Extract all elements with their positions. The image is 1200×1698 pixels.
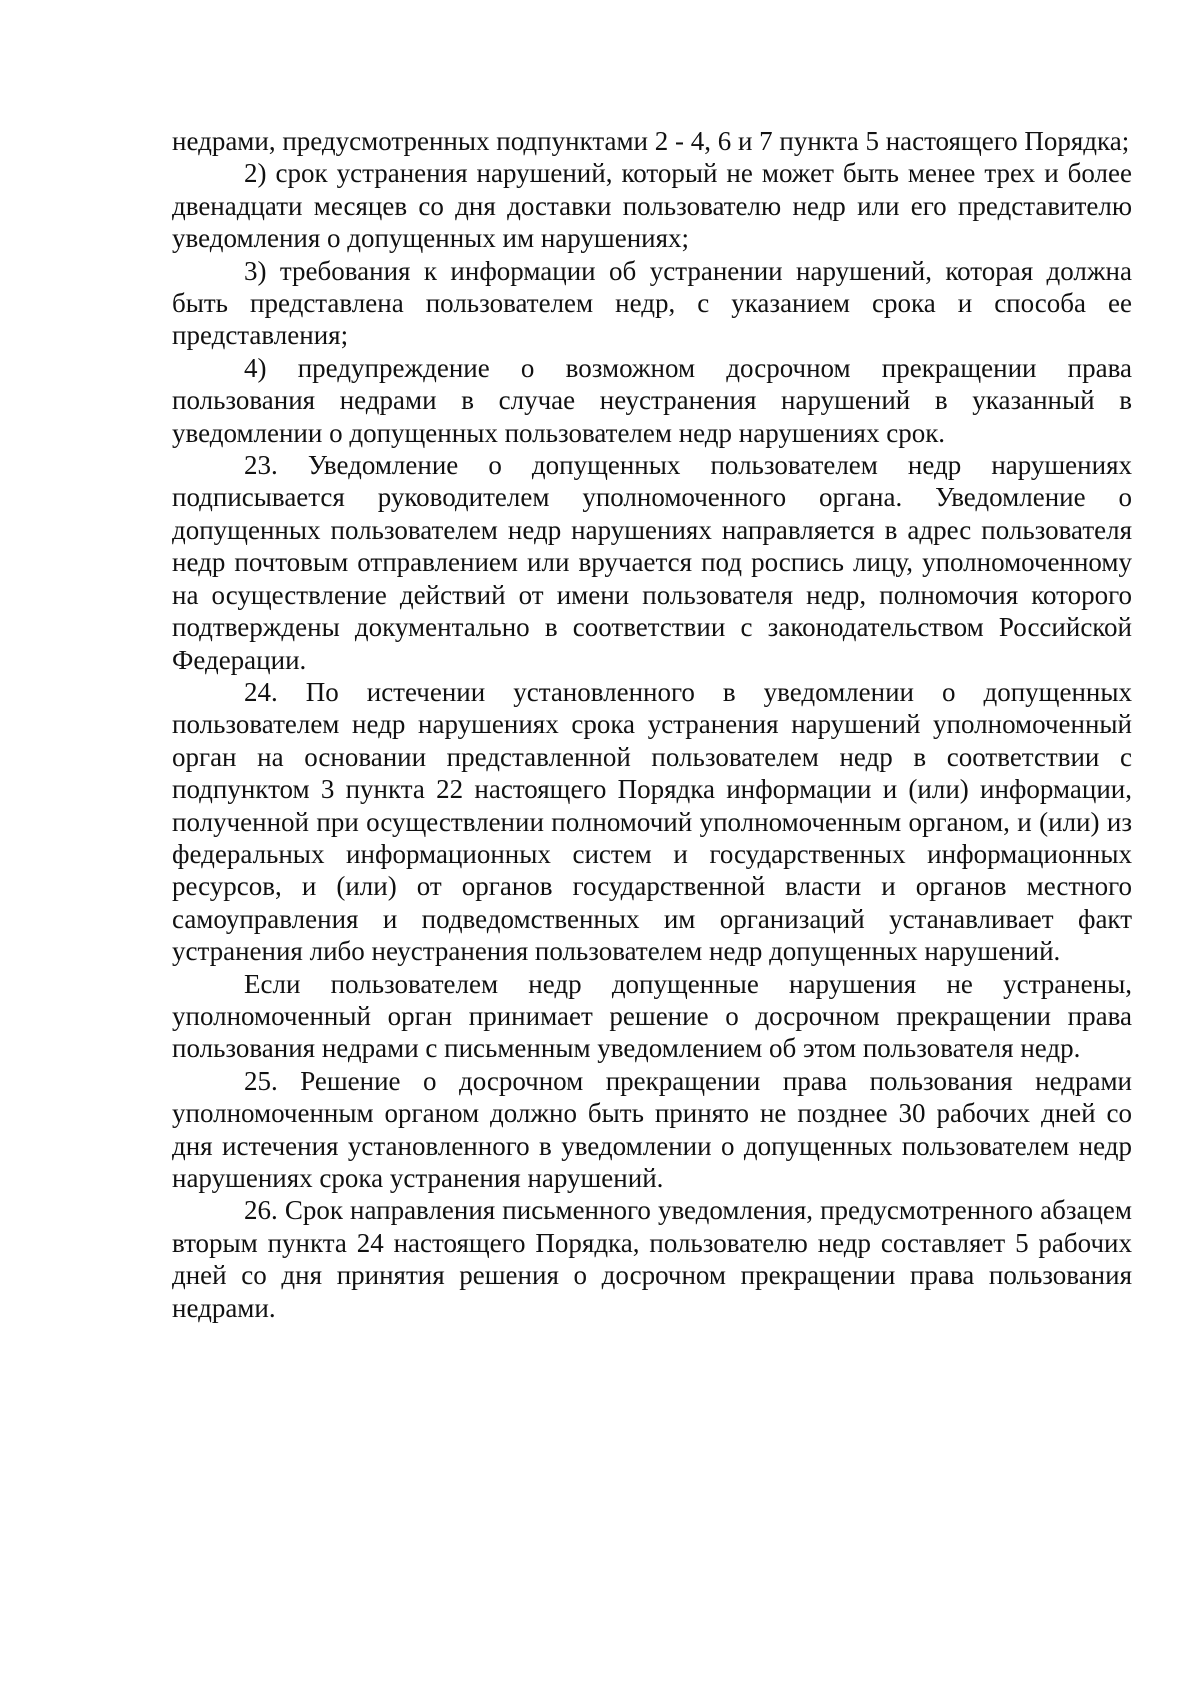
paragraph-item-23: 23. Уведомление о допущенных пользователем недр нарушениях подписывается руководителем уполномоченного органа. Уведомление о допущенных пользователем недр нарушениях направляется в адрес пользователя недр почтовым отправлением или вручается под роспись лицу, уполномоченному на осуществление действий от имени пользователя недр, полномочия которого подтверждены документально в соответствии с законодательством Российской Федерации. [172,450,1132,675]
paragraph-subitem-4: 4) предупреждение о возможном досрочном прекращении права пользования недрами в случае неустранения нарушений в указанный в уведомлении о допущенных пользователем недр нарушениях срок. [172,352,1132,448]
paragraph-item-24: 24. По истечении установленного в уведомлении о допущенных пользователем недр нарушениях срока устранения нарушений уполномоченный орган на основании представленной пользователем недр в соответствии с подпунктом 3 пункта 22 настоящего Порядка информации и (или) информации, полученной при осуществлении полномочий уполномоченным органом, и (или) из федеральных информационных систем и государственных информационных ресурсов, и (или) от органов государственной власти и органов местного самоуправления и подведомственных им организаций устанавливает факт устранения либо неустранения пользователем недр допущенных нарушений. [172,676,1132,967]
paragraph-subitem-2: 2) срок устранения нарушений, который не может быть менее трех и более двенадцати месяцев со дня доставки пользователю недр или его представителю уведомления о допущенных им нарушениях; [172,158,1132,254]
paragraph-continuation: недрами, предусмотренных подпунктами 2 - 4, 6 и 7 пункта 5 настоящего Порядка; [172,126,1130,156]
paragraph-item-26: 26. Срок направления письменного уведомления, предусмотренного абзацем вторым пункта 24 настоящего Порядка, пользователю недр составляет 5 рабочих дней со дня принятия решения о досрочном прекращении права пользования недрами. [172,1195,1132,1323]
paragraph-item-24-second: Если пользователем недр допущенные нарушения не устранены, уполномоченный орган принимает решение о досрочном прекращении права пользования недрами с письменным уведомлением об этом пользователя недр. [172,968,1132,1064]
paragraph-subitem-3: 3) требования к информации об устранении нарушений, которая должна быть представлена пользователем недр, с указанием срока и способа ее представления; [172,255,1132,351]
paragraph-item-25: 25. Решение о досрочном прекращении права пользования недрами уполномоченным органом должно быть принято не позднее 30 рабочих дней со дня истечения установленного в уведомлении о допущенных пользователем недр нарушениях срока устранения нарушений. [172,1065,1132,1193]
document-body [172,125,1132,1324]
